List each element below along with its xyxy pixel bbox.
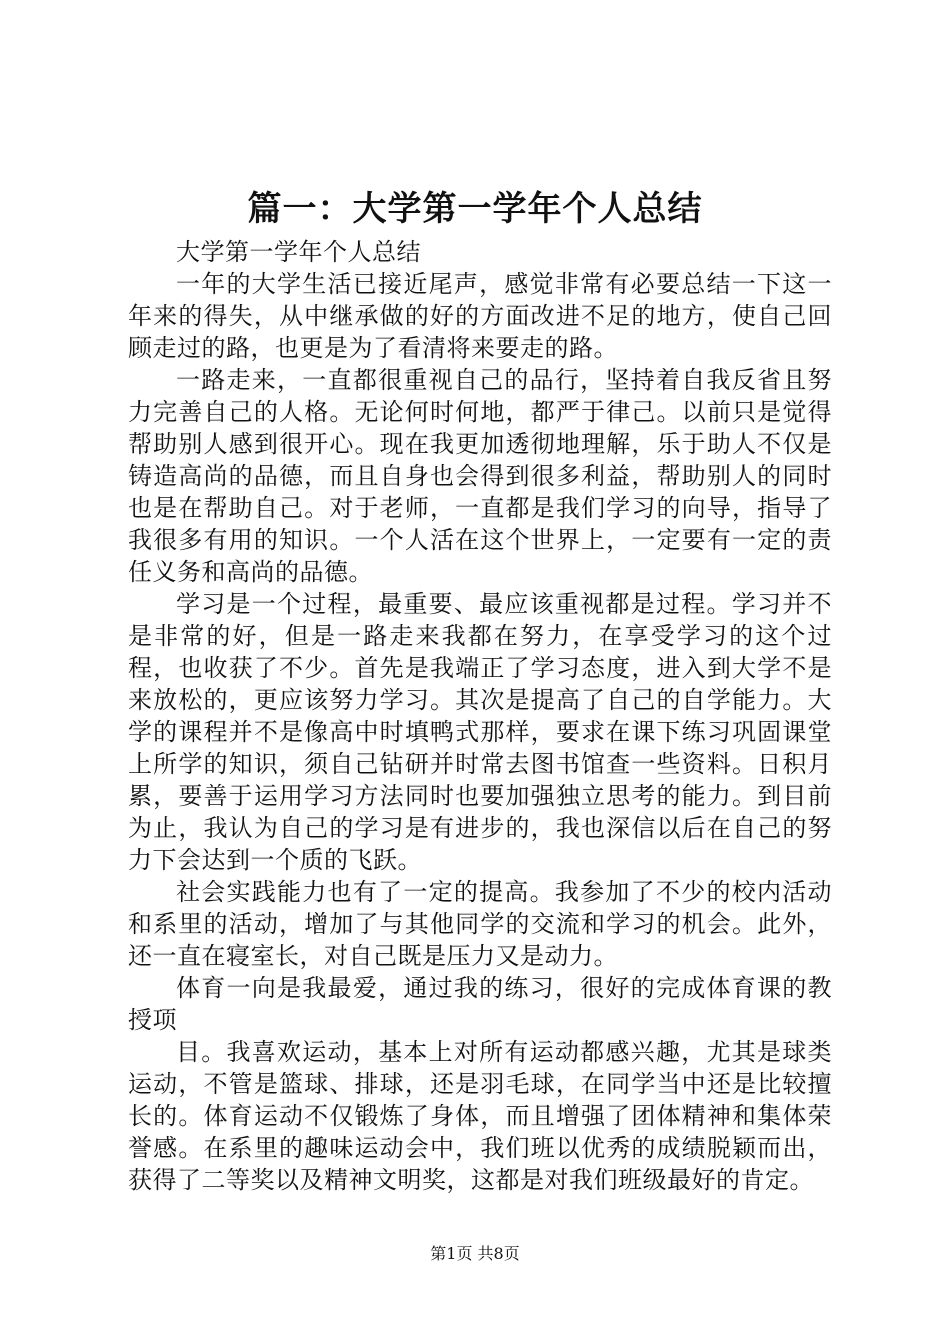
paragraph: 社会实践能力也有了一定的提高。我参加了不少的校内活动和系里的活动，增加了与其他同学的交流和学习的机会。此外，还一直在寝室长，对自己既是压力又是动力。 <box>128 878 832 970</box>
paragraph: 目。我喜欢运动，基本上对所有运动都感兴趣，尤其是球类运动，不管是篮球、排球，还是羽毛球，在同学当中还是比较擅长的。体育运动不仅锻炼了身体，而且增强了团体精神和集体荣誉感。在系里的趣味运动会中，我们班以优秀的成绩脱颖而出，获得了二等奖以及精神文明奖，这都是对我们班级最好的肯定。 <box>128 1038 832 1194</box>
paragraph: 一年的大学生活已接近尾声，感觉非常有必要总结一下这一年来的得失，从中继承做的好的方面改进不足的地方，使自己回顾走过的路，也更是为了看清将来要走的路。 <box>128 270 832 362</box>
paragraph-heading: 大学第一学年个人总结 <box>176 238 421 266</box>
document-title: 篇一：大学第一学年个人总结 <box>247 189 703 229</box>
paragraph: 学习是一个过程，最重要、最应该重视都是过程。学习并不是非常的好，但是一路走来我都在努力，在享受学习的这个过程，也收获了不少。首先是我端正了学习态度，进入到大学不是来放松的，更应该努力学习。其次是提高了自己的自学能力。大学的课程并不是像高中时填鸭式那样，要求在课下练习巩固课堂上所学的知识，须自己钻研并时常去图书馆查一些资料。日积月累，要善于运用学习方法同时也要加强独立思考的能力。到目前为止，我认为自己的学习是有进步的，我也深信以后在自己的努力下会达到一个质的飞跃。 <box>128 590 832 874</box>
page-footer: 第1页 共8页 <box>430 1244 520 1263</box>
document-body <box>128 236 832 1196</box>
paragraph: 体育一向是我最爱，通过我的练习，很好的完成体育课的教授项 <box>128 974 832 1034</box>
paragraph: 一路走来，一直都很重视自己的品行，坚持着自我反省且努力完善自己的人格。无论何时何地，都严于律己。以前只是觉得帮助别人感到很开心。现在我更加透彻地理解，乐于助人不仅是铸造高尚的品德，而且自身也会得到很多利益，帮助别人的同时也是在帮助自己。对于老师，一直都是我们学习的向导，指导了我很多有用的知识。一个人活在这个世界上，一定要有一定的责任义务和高尚的品德。 <box>128 366 832 586</box>
